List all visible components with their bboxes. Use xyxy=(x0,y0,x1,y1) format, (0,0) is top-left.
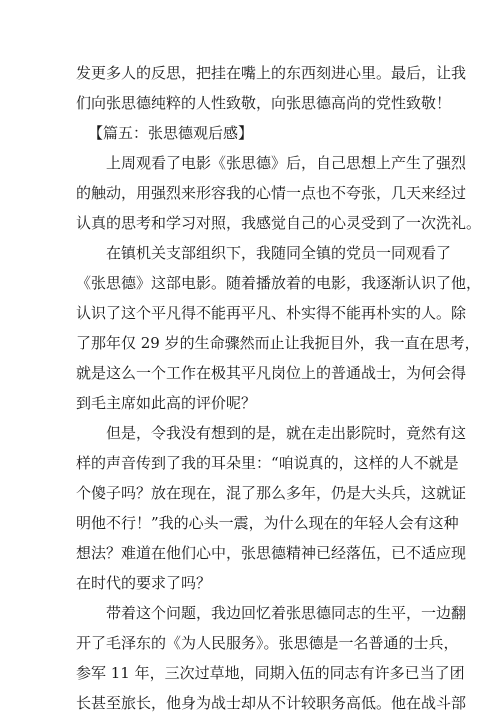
text-line: 在镇机关支部组织下，我随同全镇的党员一同观看了 xyxy=(106,244,452,262)
section-heading: 【篇五：张思德观后感】 xyxy=(88,124,254,142)
text-line: 样的声音传到了我的耳朵里：“咱说真的，这样的人不就是 xyxy=(76,454,459,472)
text-line: 带着这个问题，我边回忆着张思德同志的生平，一边翻 xyxy=(106,604,467,622)
text-line: 在时代的要求了吗？ xyxy=(76,574,212,592)
text-line: 认识了这个平凡得不能再平凡、朴实得不能再朴实的人。除 xyxy=(76,304,467,322)
text-line: 长甚至旅长，他身为战士却从不计较职务高低。他在战斗部 xyxy=(76,694,467,712)
text-line: 想法？难道在他们心中，张思德精神已经落伍，已不适应现 xyxy=(76,544,467,562)
text-line: 开了毛泽东的《为人民服务》。张思德是一名普通的士兵， xyxy=(76,634,459,652)
text-line: 《张思德》这部电影。随着播放着的电影，我逐渐认识了他， xyxy=(76,274,482,292)
text-line: 的触动，用强烈来形容我的心情一点也不夸张，几天来经过 xyxy=(76,184,467,202)
text-line: 们向张思德纯粹的人性致敬，向张思德高尚的党性致敬！ xyxy=(76,94,452,112)
text-line: 认真的思考和学习对照，我感觉自己的心灵受到了一次洗礼。 xyxy=(76,214,482,232)
text-line: 上周观看了电影《张思德》后，自己思想上产生了强烈 xyxy=(106,154,467,172)
text-line: 就是这么一个工作在极其平凡岗位上的普通战士，为何会得 xyxy=(76,364,467,382)
text-line: 个傻子吗？放在现在，混了那么多年，仍是大头兵，这就证 xyxy=(76,484,467,502)
text-line: 了那年仅 29 岁的生命骤然而止让我扼目外，我一直在思考， xyxy=(76,334,480,352)
text-line: 到毛主席如此高的评价呢？ xyxy=(76,394,257,412)
text-line: 发更多人的反思，把挂在嘴上的东西刻进心里。最后，让我 xyxy=(76,64,467,82)
text-line: 明他不行！”我的心头一震，为什么现在的年轻人会有这种 xyxy=(76,514,459,532)
text-line: 但是，令我没有想到的是，就在走出影院时，竟然有这 xyxy=(106,424,467,442)
text-line: 参军 11 年，三次过草地，同期入伍的同志有许多已当了团 xyxy=(76,664,465,682)
